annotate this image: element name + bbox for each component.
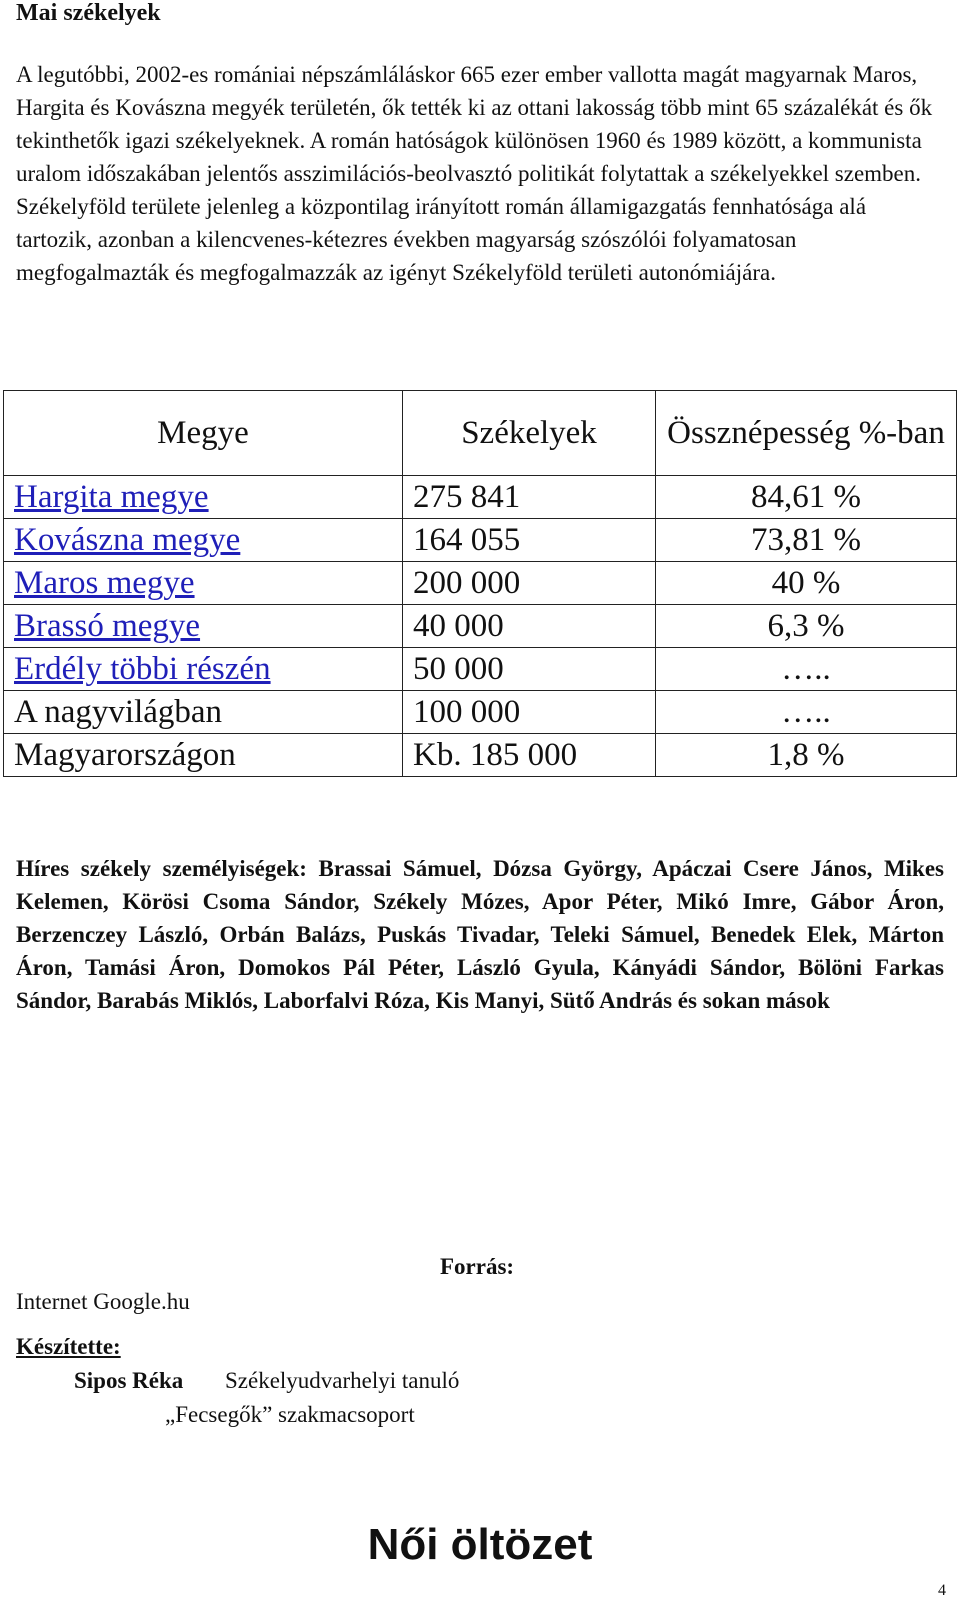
page-number: 4 [938,1582,946,1599]
table-row [4,519,957,562]
count-cell: 50 000 [403,648,656,691]
percent-cell: ….. [656,691,957,734]
region-cell [4,605,403,648]
count-cell: 164 055 [403,519,656,562]
author-group: „Fecsegők” szakmacsoport [165,1402,415,1427]
table-row [4,605,957,648]
region-cell [4,519,403,562]
header-szekelyek: Székelyek [403,391,656,476]
region-link-brasso[interactable]: Brassó megye [14,608,201,644]
percent-cell: 73,81 % [656,519,957,562]
region-cell: A nagyvilágban [4,691,403,734]
region-cell: Magyarországon [4,734,403,777]
region-cell [4,648,403,691]
author-description: Székelyudvarhelyi tanuló [225,1368,460,1393]
header-county: Megye [4,391,403,476]
author-label: Készítette: [16,1334,121,1359]
next-section-title: Női öltözet [367,1520,593,1569]
percent-cell: ….. [656,648,957,691]
percent-cell: 84,61 % [656,476,957,519]
region-link-hargita[interactable]: Hargita megye [14,479,209,515]
count-cell: 275 841 [403,476,656,519]
famous-people-paragraph: Híres székely személyiségek: Brassai Sámuel, Dózsa György, Apáczai Csere János, Mikes Kelemen, Körösi Csoma Sándor, Székely Mózes, Apor Péter, Mikó Imre, Gábor Áron, Berzenczey László, Orbán Balázs, Puskás Tivadar, Teleki Sámuel, Benedek Elek, Márton Áron, Tamási Áron, Domokos Pál Péter, László Gyula, Kányádi Sándor, Bölöni Farkas Sándor, Barabás Miklós, Laborfalvi Róza, Kis Manyi, Sütő András és sokan mások [16,856,944,1013]
source-label: Forrás: [440,1254,515,1279]
count-cell: 40 000 [403,605,656,648]
region-link-erdely[interactable]: Erdély többi részén [14,651,271,687]
count-cell: Kb. 185 000 [403,734,656,777]
source-value: Internet Google.hu [16,1289,190,1314]
table-header-row [4,391,957,476]
region-cell [4,476,403,519]
percent-cell: 1,8 % [656,734,957,777]
table-row [4,648,957,691]
count-cell: 100 000 [403,691,656,734]
region-cell [4,562,403,605]
region-link-kovaszna[interactable]: Kovászna megye [14,522,241,558]
header-percentage: Össznépesség %-ban [656,391,957,476]
section-heading: Mai székelyek [16,0,161,26]
percent-cell: 6,3 % [656,605,957,648]
author-name: Sipos Réka [74,1368,184,1393]
table-row [4,734,957,777]
population-table [3,390,957,777]
table-row [4,691,957,734]
count-cell: 200 000 [403,562,656,605]
table-row [4,562,957,605]
percent-cell: 40 % [656,562,957,605]
region-link-maros[interactable]: Maros megye [14,565,195,601]
intro-paragraph: A legutóbbi, 2002-es romániai népszámláláskor 665 ezer ember vallotta magát magyarnak Maros, Hargita és Kovászna megyék területén, ők tették ki az ottani lakosság több mint 65 százalékát és ők tekinthetők igazi székelyeknek. A román hatóságok különösen 1960 és 1989 között, a kommunista uralom időszakában jelentős asszimilációs-beolvasztó politikát folytattak a székelyekkel szemben. Székelyföld területe jelenleg a központilag irányított román államigazgatás fennhatósága alá tartozik, azonban a kilencvenes-kétezres években magyarság szószólói folyamatosan megfogalmazták és megfogalmazzák az igényt Székelyföld területi autonómiájára. [16,62,933,285]
table-row [4,476,957,519]
